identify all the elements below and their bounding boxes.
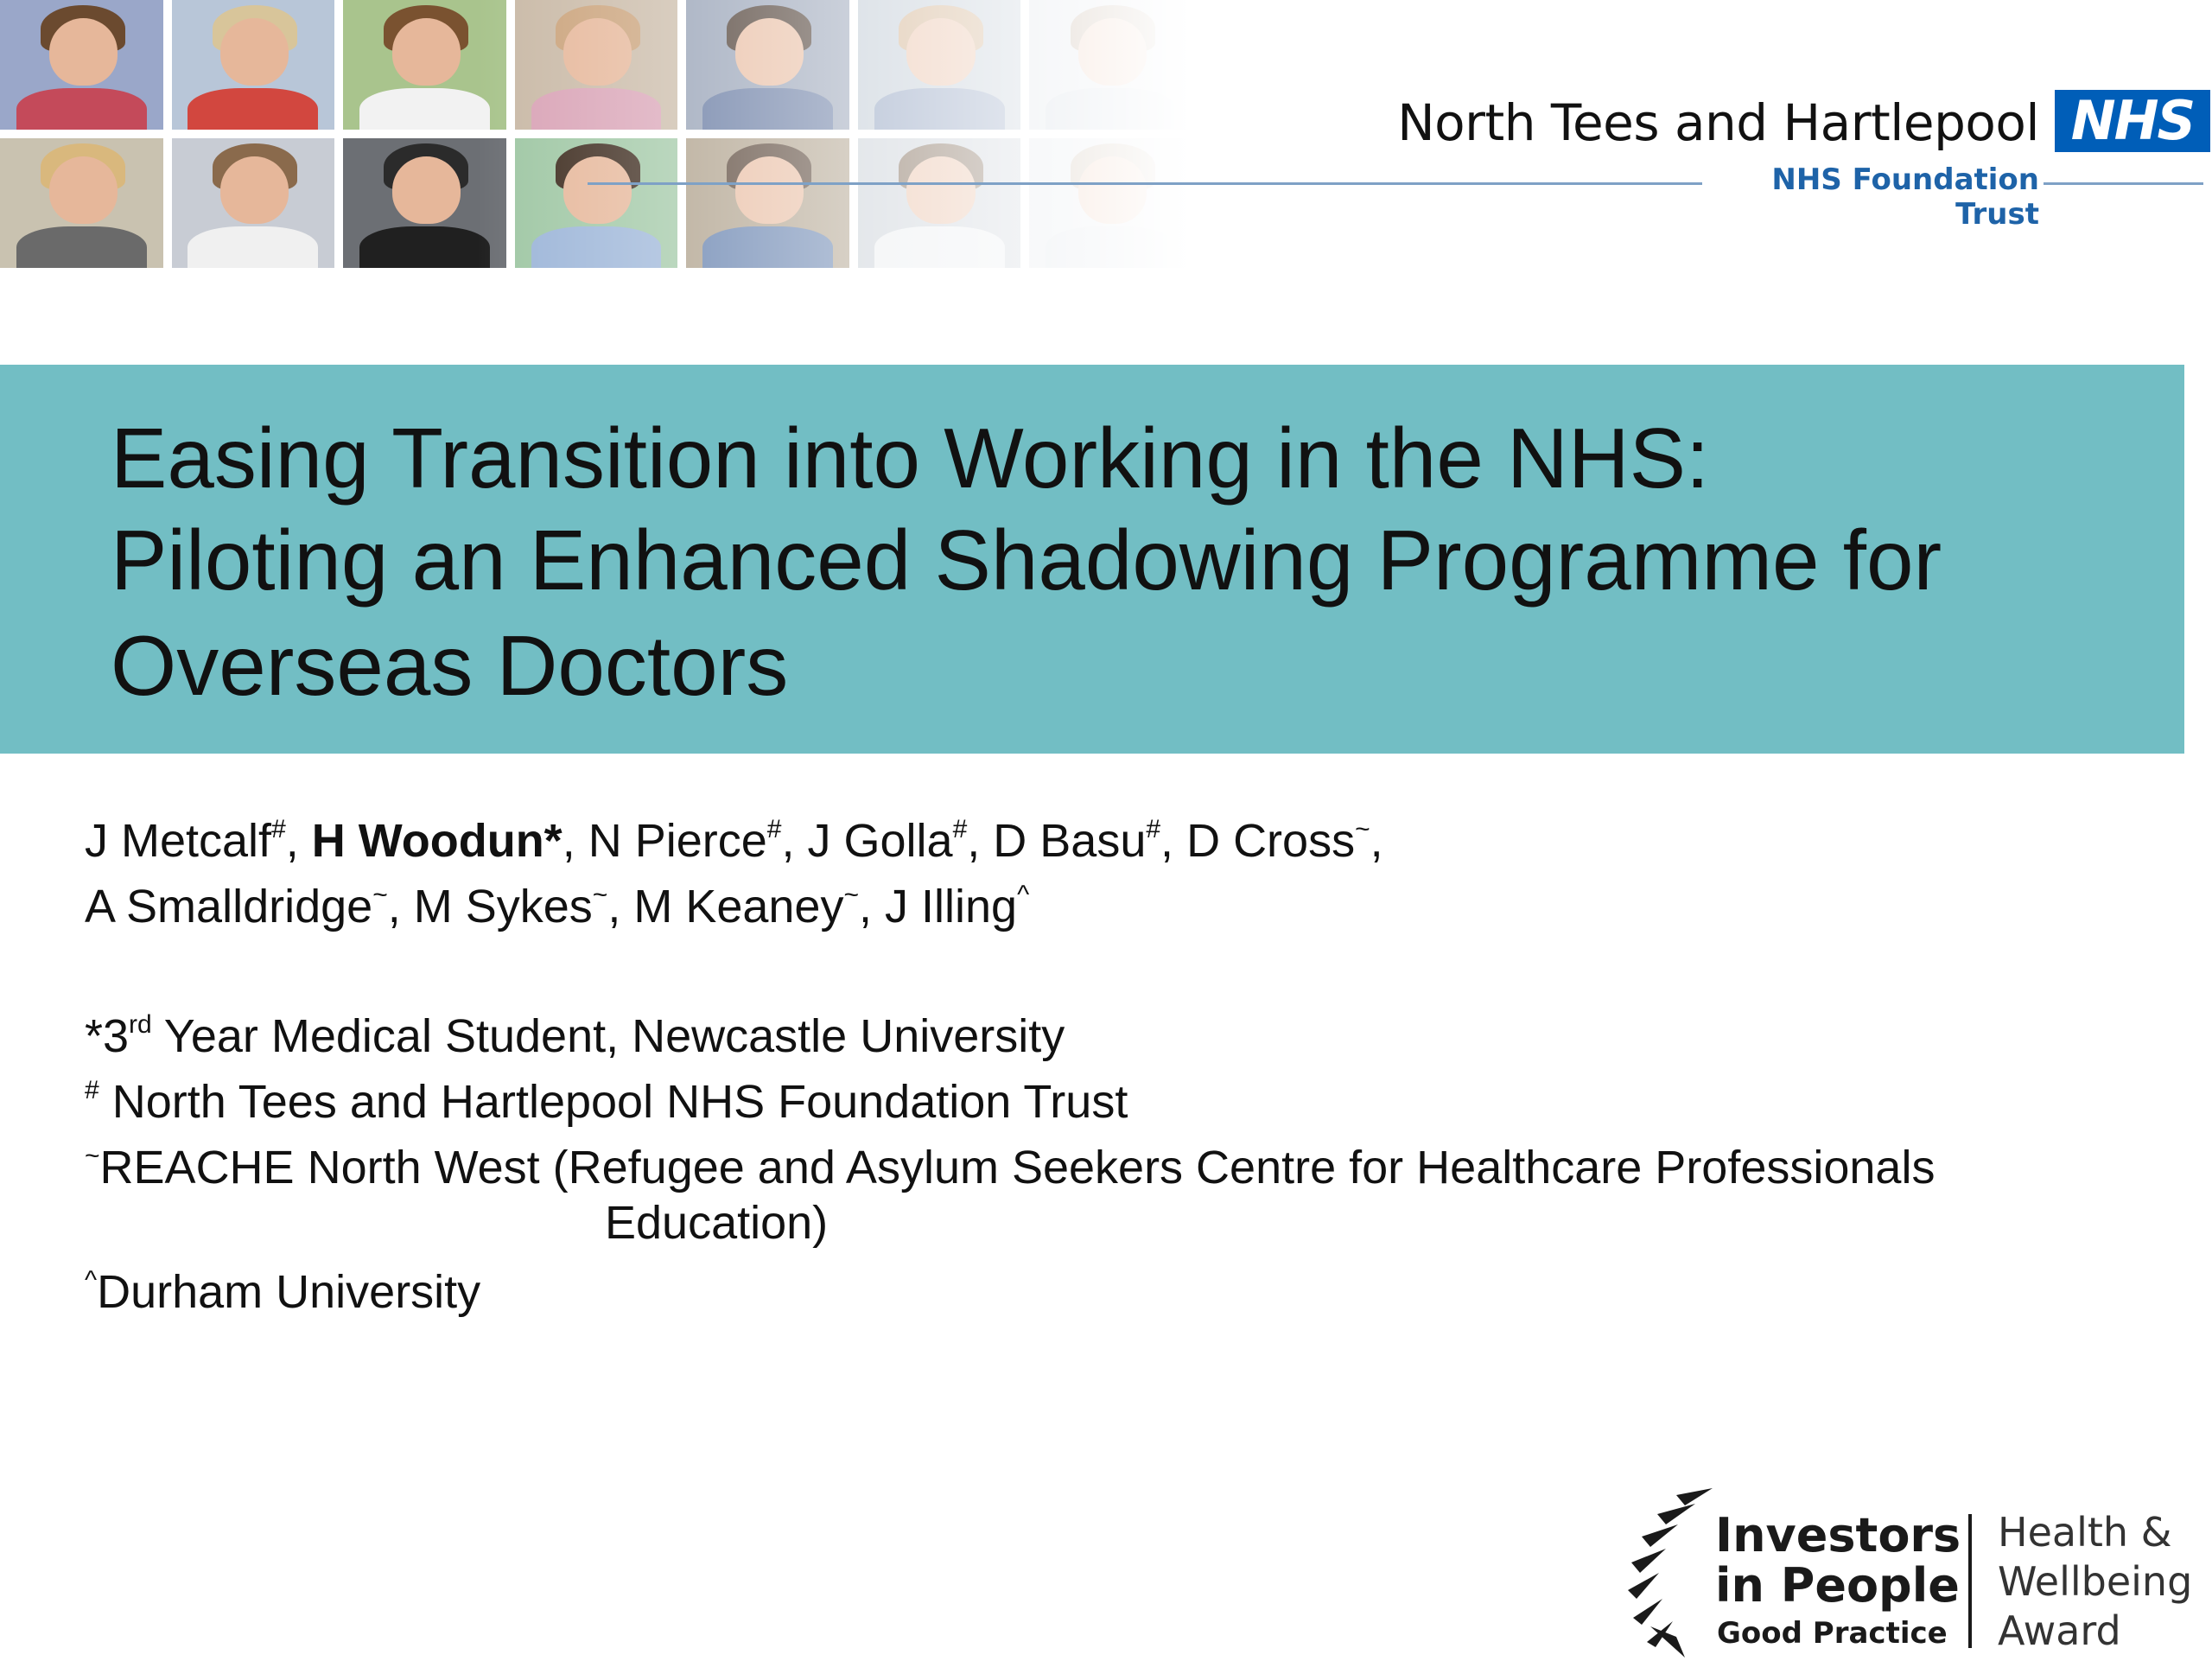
header-rule (588, 182, 1702, 185)
affiliation-mark: ~ (85, 1142, 100, 1170)
affiliation-text: North Tees and Hartlepool NHS Foundation Trust (99, 1076, 1128, 1128)
affiliation-mark: ~ (1355, 815, 1370, 843)
affiliation-mark: # (1146, 815, 1161, 843)
author-separator: , (607, 881, 634, 932)
affiliation-mark: # (85, 1076, 99, 1104)
author-separator: , (285, 815, 312, 867)
author-name: A Smalldridge (85, 881, 373, 932)
staff-photo (1029, 0, 1192, 130)
staff-photo (0, 0, 163, 130)
title-line-2: Piloting an Enhanced Shadowing Programme for (111, 512, 1942, 608)
author-name: J Metcalf (85, 815, 272, 867)
affiliation-north-tees (85, 1075, 1128, 1129)
trust-name: North Tees and Hartlepool (1397, 93, 2039, 152)
author-name: D Cross (1186, 815, 1356, 867)
affiliation-mark: ^ (85, 1266, 98, 1295)
award-category-line-3: Award (1998, 1607, 2121, 1654)
author-separator: , (859, 881, 886, 932)
title-line-3: Overseas Doctors (111, 618, 789, 713)
award-title-line-2: in People (1715, 1558, 1960, 1613)
award-title-line-1: Investors (1715, 1508, 1961, 1562)
affiliation-mark: ~ (372, 881, 388, 909)
affiliation-mark: # (766, 815, 782, 843)
title-line-1: Easing Transition into Working in the NHS: (111, 410, 1710, 506)
affiliation-durham (85, 1265, 480, 1319)
author-separator: , (562, 815, 588, 867)
staff-photo-mosaic (0, 0, 1192, 268)
staff-photo (515, 0, 678, 130)
staff-photo (858, 0, 1021, 130)
staff-photo (343, 0, 506, 130)
nhs-logo: NHS (2055, 90, 2210, 152)
affiliation-mark: # (952, 815, 968, 843)
affiliation-text: REACHE North West (Refugee and Asylum Seekers Centre for Healthcare Professionals (99, 1142, 1936, 1193)
staff-photo (515, 138, 678, 268)
affiliation-mark: ~ (592, 881, 608, 909)
author-separator: , (781, 815, 808, 867)
staff-photo (1029, 138, 1192, 268)
staff-photo (343, 138, 506, 268)
staff-photo (858, 138, 1021, 268)
affiliation-mark: # (271, 815, 286, 843)
staff-photo (686, 0, 849, 130)
author-list-line-2 (85, 880, 1029, 933)
staff-photo (172, 0, 335, 130)
affiliation-reache (85, 1141, 1935, 1194)
award-category-line-1: Health & (1998, 1509, 2172, 1556)
affiliation-prefix: *3 (85, 1010, 130, 1062)
ordinal-suffix: rd (129, 1010, 152, 1039)
affiliation-mark: ~ (843, 881, 859, 909)
trust-subtitle: NHS Foundation Trust (1771, 162, 2039, 232)
presenting-author-name: H Woodun* (311, 815, 563, 867)
author-separator: , (1370, 815, 1383, 867)
award-divider (1968, 1514, 1972, 1648)
author-name: J Illing (885, 881, 1018, 932)
affiliation-text: Durham University (97, 1266, 481, 1318)
affiliation-mark: ^ (1017, 881, 1030, 909)
laurel-icon (1616, 1488, 1719, 1661)
author-separator: , (967, 815, 994, 867)
author-separator: , (387, 881, 414, 932)
header-rule (2044, 182, 2203, 185)
author-name: J Golla (807, 815, 953, 867)
award-category-line-2: Wellbeing (1998, 1558, 2193, 1605)
author-separator: , (1160, 815, 1187, 867)
author-name: M Keaney (633, 881, 844, 932)
author-name: N Pierce (588, 815, 767, 867)
staff-photo (686, 138, 849, 268)
staff-photo (0, 138, 163, 268)
affiliation-reache-continued: Education) (605, 1197, 829, 1249)
affiliation-text: Year Medical Student, Newcastle University (151, 1010, 1065, 1062)
author-name: M Sykes (413, 881, 593, 932)
award-title-line-3: Good Practice (1717, 1616, 1948, 1651)
author-list-line-1 (85, 814, 1383, 868)
title-band (0, 365, 2184, 754)
staff-photo (172, 138, 335, 268)
author-name: D Basu (993, 815, 1147, 867)
affiliation-newcastle (85, 1009, 1065, 1063)
